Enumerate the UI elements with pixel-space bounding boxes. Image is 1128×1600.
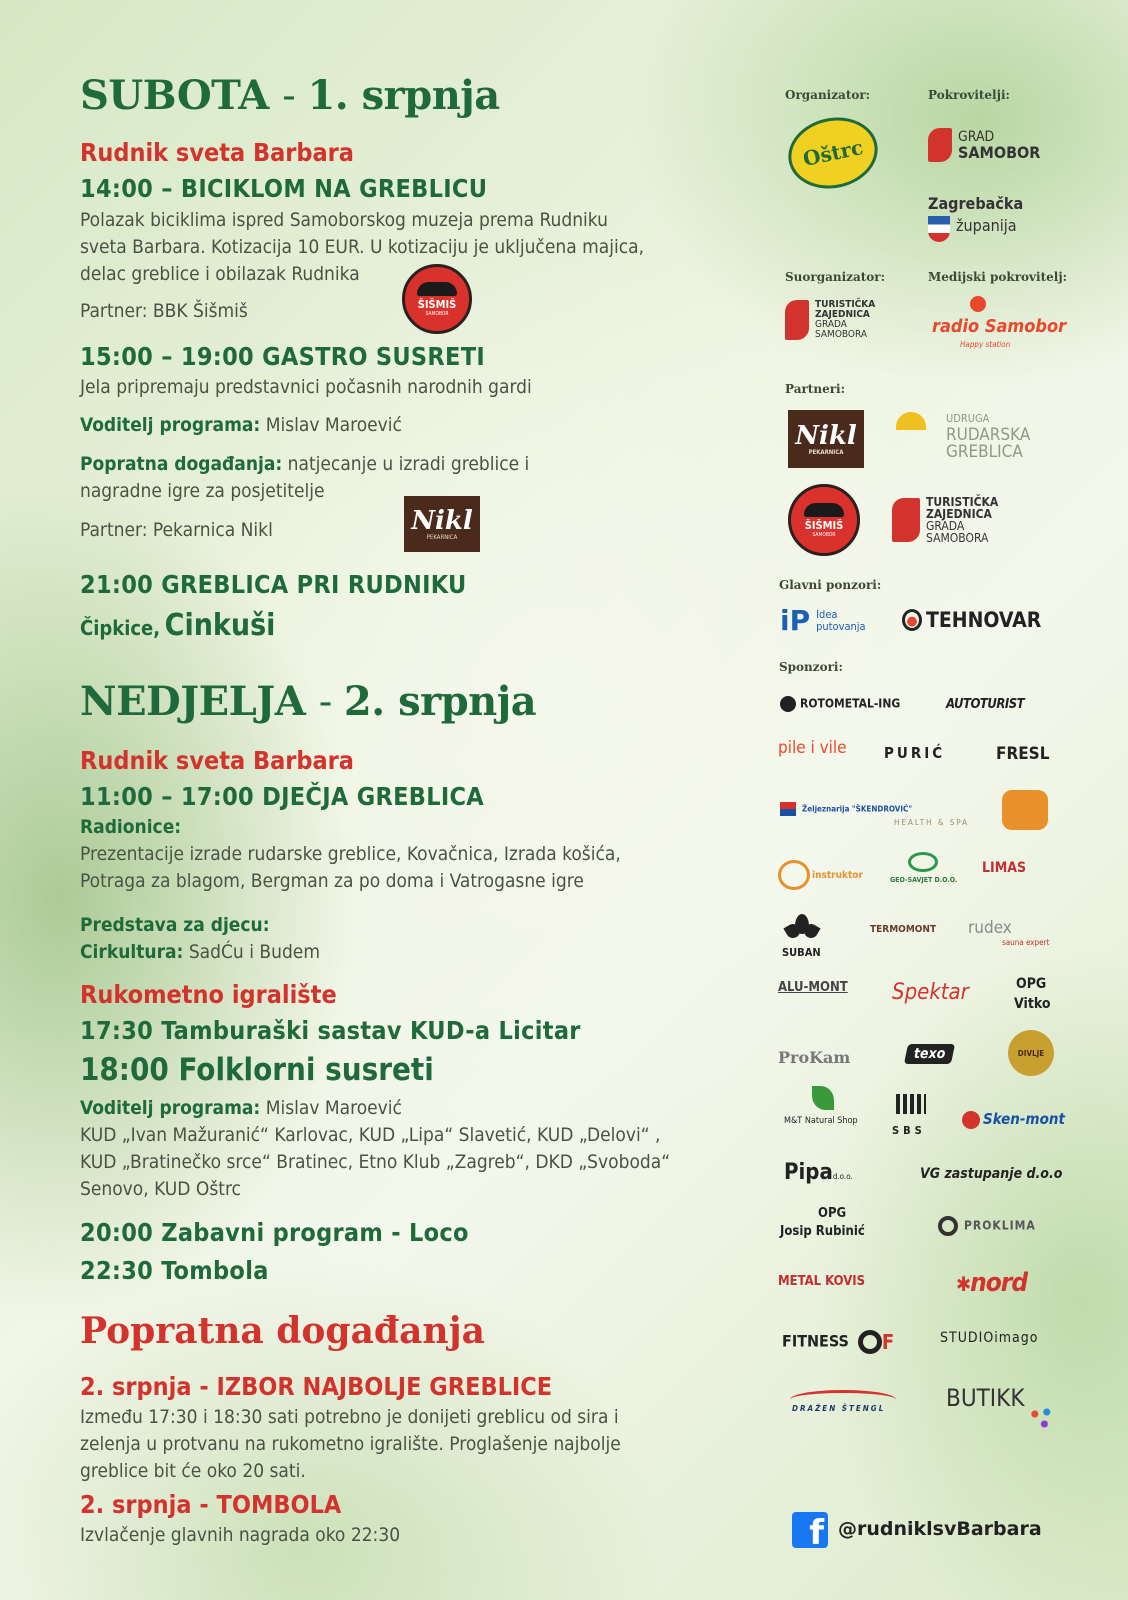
event-title: 17:30 Tamburaški sastav KUD-a Licitar (80, 1016, 581, 1045)
day-date: 2. srpnja (343, 678, 537, 725)
host-name: Mislav Maroević (265, 414, 402, 436)
sponsor-butikk: BUTIKK (946, 1384, 1025, 1412)
nikl-logo (404, 496, 480, 552)
samobor-s-icon (928, 128, 952, 162)
event-title: 14:00 – BICIKLOM NA GREBLICU (80, 174, 488, 203)
side-events-heading: Popratna događanja (80, 1310, 485, 1352)
gear-icon (780, 696, 796, 712)
tehnovar-flame-icon (902, 609, 922, 631)
sunday-location-2: Rukometno igralište (80, 980, 337, 1009)
instruktor-clock-icon (778, 860, 810, 890)
sponsor-rudex-sub: sauna expert (1002, 938, 1050, 947)
main-sponsors-label: Glavni ponzori: (779, 578, 882, 592)
sponsor-nord: ✱nord (956, 1268, 1028, 1298)
host-name: Mislav Maroević (265, 1097, 402, 1119)
sponsor-studio-imago: STUDIOimago (940, 1330, 1039, 1346)
side-text: natjecanje u izradi greblice i nagradne igre za posjetitelje (80, 453, 530, 502)
side-event-text: Izvlačenje glavnih nagrada oko 22:30 (80, 1524, 401, 1546)
day-name: SUBOTA (80, 72, 269, 119)
workshops-label: Radionice: (80, 816, 182, 838)
sponsor-pile-i-vile: pile i vile (778, 738, 847, 758)
sponsor-termomont: TERMOMONT (870, 924, 937, 935)
folklore-groups: KUD „Ivan Mažuranić“ Karlovac, KUD „Lipa“ Slavetić, KUD „Delovi“ , KUD „Bratinečko srce“ Bratinec, Etno Klub „Zagreb“, DKD „Svoboda“ Senovo, KUD Oštrc (80, 1124, 671, 1200)
sponsor-alu-mont: ALU-MONT (778, 980, 848, 995)
event-description: Polazak biciklima ispred Samoborskog muzeja prema Rudniku sveta Barbara. Kotizacija 10 EUR. U kotizaciju je uključena majica, delac greblice i obilazak Rudnika (80, 209, 645, 285)
facebook-handle[interactable]: @rudniklsvBarbara (838, 1518, 1042, 1540)
workshops-text: Prezentacije izrade rudarske greblice, Kovačnica, Izrada košića, Potraga za blagom, Bergman za po doma i Vatrogasne igre (80, 843, 621, 892)
sismis-logo-text: ŠIŠMIŠ (417, 297, 457, 311)
event-title: 15:00 – 19:00 GASTRO SUSRETI (80, 342, 486, 371)
event-partner: Partner: BBK Šišmiš (80, 300, 248, 322)
idea-putovanja-logo: iP Idea putovanja (780, 604, 866, 637)
sismis-logo (402, 264, 472, 334)
side-label: Popratna događanja: (80, 453, 283, 475)
radio-samobor-logo: radio Samobor Happy station (932, 296, 1022, 358)
event-partner: Partner: Pekarnica Nikl (80, 519, 273, 541)
sponsor-sken-mont: Sken-mont (962, 1110, 1065, 1129)
nikl-logo-text: Nikl (411, 505, 473, 536)
grad-samobor-logo: GRAD SAMOBOR (928, 128, 1040, 162)
suban-leaf-icon (786, 914, 818, 942)
sponsor-vg: VG zastupanje d.o.o (920, 1166, 1063, 1182)
sponsor-rotometal: ROTOMETAL-ING (780, 696, 900, 712)
sponsor-texo: texo (904, 1044, 956, 1064)
event-title: 11:00 – 17:00 DJEČJA GREBLICA (80, 782, 484, 811)
show-name: SadĆu i Budem (188, 941, 320, 963)
event-host (80, 412, 402, 439)
zagrebacka-zupanija-line1: Zagrebačka (928, 194, 1024, 213)
sponsor-suban: SUBAN (782, 946, 821, 959)
sponsor-limas: LIMAS (982, 860, 1027, 876)
sponsor-metal-kovis: METAL KOVIS (778, 1274, 866, 1289)
sunday-location: Rudnik sveta Barbara (80, 746, 354, 775)
side-event-title: 2. srpnja - IZBOR NAJBOLJE GREBLICE (80, 1372, 553, 1401)
nikl-partner-logo: Nikl PEKARNICA (788, 410, 864, 468)
co-organizer-label: Suorganizator: (785, 270, 886, 284)
sponsors-label: Sponzori: (779, 660, 843, 674)
side-event-text: Između 17:30 i 18:30 sati potrebno je donijeti greblicu od sira i zelenja u protvanu na rukometno igralište. Proglašenje najbolje greblice bit će oko 20 sati. (80, 1406, 621, 1482)
tehnovar-logo: TEHNOVAR (902, 608, 1041, 632)
partners-label: Partneri: (785, 382, 846, 396)
sponsor-mt-natural: M&T Natural Shop (784, 1116, 858, 1126)
side-event-title: 2. srpnja - TOMBOLA (80, 1490, 342, 1519)
day-name: NEDJELJA (80, 678, 306, 725)
sbs-bars-icon (896, 1094, 926, 1114)
show-label: Predstava za djecu: (80, 914, 270, 936)
nikl-logo-sub: PEKARNICA (426, 533, 458, 541)
sunday-heading: NEDJELJA - 2. srpnja (80, 678, 537, 725)
performer-big: Cinkuši (164, 608, 276, 643)
fitness-o-icon (858, 1330, 882, 1354)
sponsor-geo-savjet: GEO-SAVJET D.O.O. (890, 876, 958, 884)
samobor-s-icon (892, 498, 920, 542)
saturday-heading: SUBOTA - 1. srpnja (80, 72, 500, 119)
show-company: Cirkultura: (80, 941, 184, 963)
bus-icon (1002, 790, 1048, 830)
nord-star-icon: ✱ (956, 1272, 971, 1296)
ostrc-logo: Oštrc (782, 109, 885, 196)
tz-samobora-partner-logo: TURISTIČKA ZAJEDNICA GRADA SAMOBORA (892, 496, 998, 544)
sponsor-instruktor: instruktor (778, 860, 863, 890)
sken-mont-icon (962, 1111, 980, 1129)
sponsor-puric: PURIĆ (884, 744, 946, 762)
proklima-icon (938, 1216, 958, 1236)
sponsor-spektar: Spektar (892, 980, 969, 1005)
sponsor-sbs: SBS (892, 1124, 926, 1137)
sponsor-opg-vitko-1: OPG (1016, 976, 1047, 992)
host-label: Voditelj programa: (80, 414, 261, 436)
sponsor-prokam: ProKam (778, 1048, 851, 1067)
sponsor-opg-vitko-2: Vitko (1014, 996, 1051, 1012)
performer-small: Čipkice, (80, 616, 161, 640)
samobor-s-icon (785, 300, 809, 340)
event-description: Jela pripremaju predstavnici počasnih narodnih gardi (80, 376, 532, 398)
sponsor-stengl: DRAŽEN ŠTENGL (792, 1404, 886, 1413)
rudarska-greblica-logo: UDRUGA RUDARSKA GREBLICA (946, 412, 1031, 462)
sismis-logo-sub: SAMOBOR (425, 310, 449, 317)
butikk-dots-icon (1030, 1408, 1054, 1428)
geo-savjet-icon (908, 852, 938, 872)
event-host (80, 1095, 402, 1122)
zeljeznarija-logo-icon (780, 802, 796, 816)
saturday-location: Rudnik sveta Barbara (80, 138, 354, 167)
media-sponsor-label: Medijski pokrovitelj: (928, 270, 1068, 284)
day-date: 1. srpnja (307, 72, 500, 119)
sponsor-opg-josip-2: Josip Rubinić (780, 1224, 865, 1239)
event-title-big: 18:00 Folklorni susreti (80, 1052, 434, 1088)
sponsor-autoturist: AUTOTURIST (946, 697, 1025, 712)
sponsor-health-spa: HEALTH & SPA (894, 818, 970, 827)
sponsor-zeljeznarija: Željeznarija "ŠKENDROVIĆ" (780, 802, 912, 816)
sponsor-rudex: rudex (968, 918, 1012, 938)
patrons-label: Pokrovitelji: (928, 88, 1010, 102)
event-title: 21:00 GREBLICA PRI RUDNIKU (80, 570, 467, 599)
sponsor-proklima: PROKLIMA (938, 1216, 1036, 1236)
sponsor-fitness: FITNESS F (782, 1330, 895, 1354)
event-title: 20:00 Zabavni program - Loco (80, 1218, 469, 1247)
mt-leaf-icon (812, 1086, 834, 1110)
sponsor-fresl: FRESL (996, 744, 1050, 764)
event-performers (80, 608, 275, 643)
sponsor-divlje: DIVLJE (1008, 1030, 1054, 1076)
organizer-label: Organizator: (785, 88, 871, 102)
zagrebacka-zupanija-line2: županija (956, 216, 1017, 235)
show-text (80, 939, 320, 966)
sponsor-pipa: Pipad.o.o. (784, 1160, 853, 1185)
facebook-icon[interactable]: f (792, 1512, 828, 1548)
tz-samobora-logo: TURISTIČKA ZAJEDNICA GRADA SAMOBORA (785, 300, 875, 340)
zupanija-crest-icon (928, 216, 950, 242)
rudarska-greblica-icon (896, 412, 926, 430)
sponsor-opg-josip-1: OPG (818, 1206, 847, 1221)
sismis-partner-logo: ŠIŠMIŠ SAMOBOR (788, 484, 860, 556)
host-label: Voditelj programa: (80, 1097, 261, 1119)
event-title: 22:30 Tombola (80, 1256, 269, 1285)
